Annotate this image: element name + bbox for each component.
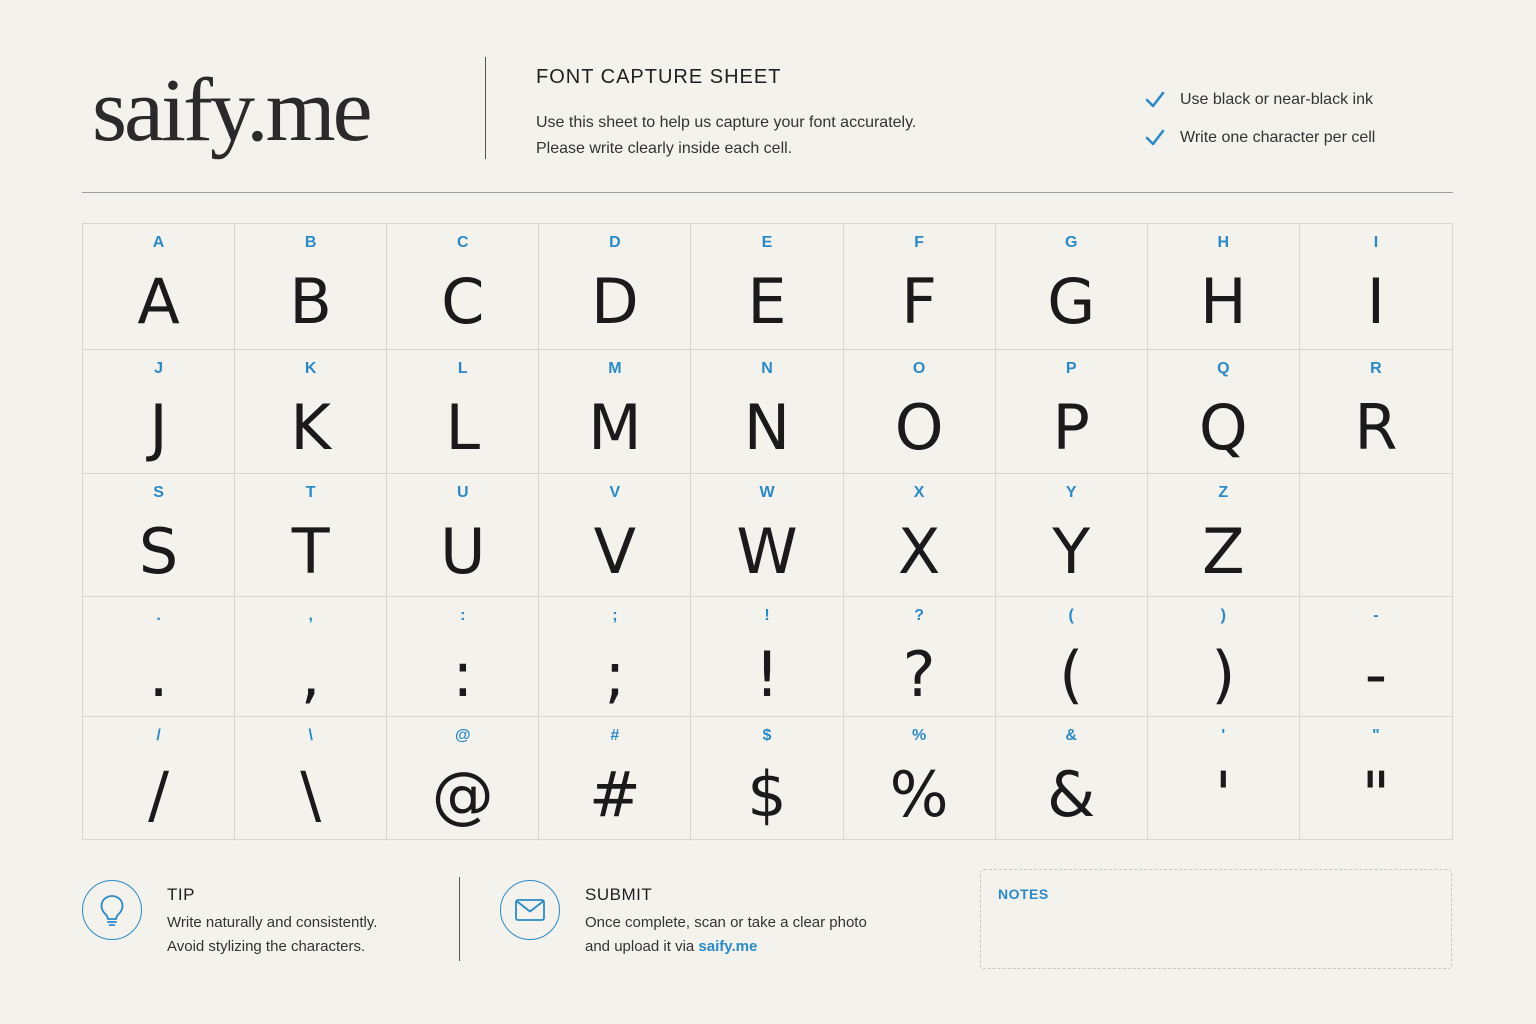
cell-label: ? (914, 607, 924, 624)
cell-label: D (609, 234, 621, 251)
cell-label: & (1065, 727, 1077, 744)
grid-row (83, 597, 1452, 717)
cell-label: V (609, 484, 621, 501)
handwritten-glyph: F (901, 265, 937, 338)
grid-row (83, 474, 1452, 597)
grid-row (83, 224, 1452, 350)
cell-label: C (456, 234, 469, 251)
cell-label: / (156, 727, 161, 744)
cell-label: O (912, 360, 926, 377)
character-cell[interactable] (844, 224, 996, 350)
cell-label: T (305, 484, 316, 501)
handwritten-glyph: : (452, 638, 474, 711)
handwritten-glyph: C (441, 265, 485, 338)
cell-label: M (608, 360, 622, 377)
cell-label: J (154, 360, 163, 377)
description-line-1: Use this sheet to help us capture your font accurately. (536, 114, 917, 131)
handwritten-glyph: D (591, 265, 639, 338)
handwritten-glyph: ( (1059, 638, 1084, 711)
handwritten-glyph: W (736, 515, 798, 588)
grid-row (83, 350, 1452, 474)
cell-label: I (1373, 234, 1379, 251)
cell-label: F (914, 234, 924, 251)
tip-line-1: Write naturally and consistently. (167, 914, 378, 931)
handwritten-glyph: B (289, 265, 332, 338)
handwritten-glyph: A (137, 265, 180, 338)
cell-label: ! (764, 607, 770, 624)
handwritten-glyph: $ (747, 758, 787, 831)
handwritten-glyph: ) (1211, 638, 1236, 711)
handwritten-glyph: , (300, 638, 321, 711)
cell-label: \ (308, 727, 313, 744)
character-cell[interactable] (1300, 597, 1452, 717)
instruction-item (1144, 126, 1375, 150)
handwritten-glyph: T (291, 515, 330, 588)
character-cell[interactable] (844, 474, 996, 597)
character-cell[interactable] (996, 474, 1148, 597)
character-cell[interactable] (1148, 350, 1300, 474)
cell-label: ' (1221, 727, 1226, 744)
cell-label: P (1065, 360, 1077, 377)
handwritten-glyph: O (894, 391, 944, 464)
character-cell[interactable] (235, 224, 387, 350)
cell-label: ) (1220, 607, 1226, 624)
character-cell[interactable] (235, 597, 387, 717)
character-cell[interactable] (996, 224, 1148, 350)
checkmark-icon (1144, 89, 1166, 111)
character-cell[interactable] (83, 597, 235, 717)
handwritten-glyph: E (747, 265, 787, 338)
submit-line-2 (585, 935, 867, 959)
character-grid (82, 223, 1453, 840)
logo: saify.me (92, 61, 370, 160)
character-cell[interactable] (1148, 717, 1300, 841)
cell-label: H (1217, 234, 1230, 251)
cell-label: G (1064, 234, 1078, 251)
handwritten-glyph: K (290, 391, 331, 464)
handwritten-glyph: V (593, 515, 637, 588)
handwritten-glyph: @ (431, 758, 494, 831)
saify-link[interactable]: saify.me (698, 938, 758, 955)
handwritten-glyph: Q (1198, 391, 1248, 464)
checkmark-icon (1144, 127, 1166, 149)
character-cell[interactable] (1300, 717, 1452, 841)
character-cell[interactable] (691, 474, 843, 597)
cell-label: % (911, 727, 927, 744)
cell-label: - (1373, 607, 1379, 624)
handwritten-glyph: L (445, 391, 481, 464)
handwritten-glyph: ; (604, 638, 626, 711)
cell-label: W (759, 484, 775, 501)
character-cell[interactable] (235, 350, 387, 474)
tip-line-2: Avoid stylizing the characters. (167, 938, 366, 955)
character-cell[interactable] (539, 597, 691, 717)
handwritten-glyph: G (1047, 265, 1096, 338)
character-cell[interactable] (83, 717, 235, 841)
character-cell[interactable] (691, 597, 843, 717)
character-cell[interactable] (539, 474, 691, 597)
character-cell[interactable] (539, 224, 691, 350)
cell-label: @ (454, 727, 471, 744)
character-cell[interactable] (1148, 224, 1300, 350)
cell-label: Z (1218, 484, 1229, 501)
cell-label: R (1370, 360, 1382, 377)
lightbulb-icon (82, 880, 142, 940)
character-cell[interactable] (1148, 474, 1300, 597)
cell-label: , (308, 607, 313, 624)
cell-label: ; (612, 607, 618, 624)
character-cell[interactable] (83, 350, 235, 474)
character-cell[interactable] (83, 474, 235, 597)
cell-label: A (152, 234, 165, 251)
cell-label: S (153, 484, 164, 501)
cell-label: " (1372, 727, 1380, 744)
character-cell[interactable] (844, 597, 996, 717)
tip-title: TIP (167, 885, 195, 904)
cell-label: # (610, 727, 620, 744)
handwritten-glyph: J (149, 391, 168, 464)
cell-label: . (156, 607, 161, 624)
character-cell[interactable] (387, 597, 539, 717)
character-cell[interactable] (1148, 597, 1300, 717)
handwritten-glyph: I (1366, 265, 1386, 338)
character-cell[interactable] (691, 717, 843, 841)
cell-label: L (457, 360, 468, 377)
submit-title: SUBMIT (585, 885, 653, 904)
handwritten-glyph: . (148, 638, 169, 711)
handwritten-glyph: N (743, 391, 791, 464)
character-cell[interactable] (844, 350, 996, 474)
submit-line-2-prefix: and upload it via (585, 938, 699, 955)
notes-box[interactable] (980, 869, 1452, 969)
handwritten-glyph: ! (754, 638, 780, 711)
submit-line-1: Once complete, scan or take a clear photo (585, 914, 867, 931)
handwritten-glyph: # (588, 758, 641, 831)
handwritten-glyph: R (1354, 391, 1398, 464)
character-cell[interactable] (1300, 350, 1452, 474)
description-line-2: Please write clearly inside each cell. (536, 140, 793, 157)
handwritten-glyph: & (1047, 758, 1096, 831)
handwritten-glyph: X (897, 515, 941, 588)
grid-row (83, 717, 1452, 841)
cell-label: E (761, 234, 773, 251)
handwritten-glyph: U (440, 515, 486, 588)
character-cell[interactable] (691, 224, 843, 350)
handwritten-glyph: S (138, 515, 179, 588)
submit-text (585, 911, 867, 959)
handwritten-glyph: - (1364, 638, 1388, 711)
character-cell[interactable] (996, 597, 1148, 717)
cell-label: U (456, 484, 469, 501)
cell-label: Q (1217, 360, 1230, 377)
handwritten-glyph: Z (1202, 515, 1245, 588)
handwritten-glyph: / (148, 758, 169, 831)
cell-label: X (913, 484, 925, 501)
character-cell[interactable] (387, 224, 539, 350)
character-cell[interactable] (235, 474, 387, 597)
character-cell[interactable] (1300, 224, 1452, 350)
cell-label: Y (1065, 484, 1077, 501)
notes-label: NOTES (998, 886, 1049, 902)
character-cell[interactable] (996, 717, 1148, 841)
header-rule (82, 192, 1453, 193)
envelope-icon (500, 880, 560, 940)
character-cell[interactable] (387, 717, 539, 841)
handwritten-glyph: M (588, 391, 642, 464)
character-cell[interactable] (539, 350, 691, 474)
sheet-description (536, 110, 916, 162)
character-cell[interactable] (83, 224, 235, 350)
handwritten-glyph: ' (1214, 758, 1232, 831)
cell-label: : (460, 607, 466, 624)
character-cell[interactable] (539, 717, 691, 841)
cell-label: N (761, 360, 773, 377)
character-cell[interactable] (387, 350, 539, 474)
character-cell[interactable] (691, 350, 843, 474)
instruction-text: Use black or near-black ink (1180, 91, 1373, 108)
character-cell[interactable] (387, 474, 539, 597)
cell-label: B (304, 234, 317, 251)
tip-text (167, 911, 377, 959)
cell-label: ( (1068, 607, 1074, 624)
handwritten-glyph: % (889, 758, 949, 831)
handwritten-glyph: Y (1052, 515, 1091, 588)
character-cell[interactable] (844, 717, 996, 841)
handwritten-glyph: \ (300, 758, 322, 831)
instruction-list (1144, 88, 1375, 164)
sheet-title: FONT CAPTURE SHEET (536, 66, 782, 88)
handwritten-glyph: " (1361, 758, 1391, 831)
cell-label: $ (762, 727, 772, 744)
character-cell[interactable] (1300, 474, 1452, 597)
handwritten-glyph: P (1052, 391, 1090, 464)
instruction-text: Write one character per cell (1180, 129, 1376, 146)
character-cell[interactable] (996, 350, 1148, 474)
header-divider (485, 57, 486, 159)
handwritten-glyph: H (1200, 265, 1247, 338)
cell-label: K (304, 360, 317, 377)
instruction-item (1144, 88, 1375, 112)
handwritten-glyph: ? (902, 638, 936, 711)
character-cell[interactable] (235, 717, 387, 841)
footer-divider (459, 877, 460, 961)
